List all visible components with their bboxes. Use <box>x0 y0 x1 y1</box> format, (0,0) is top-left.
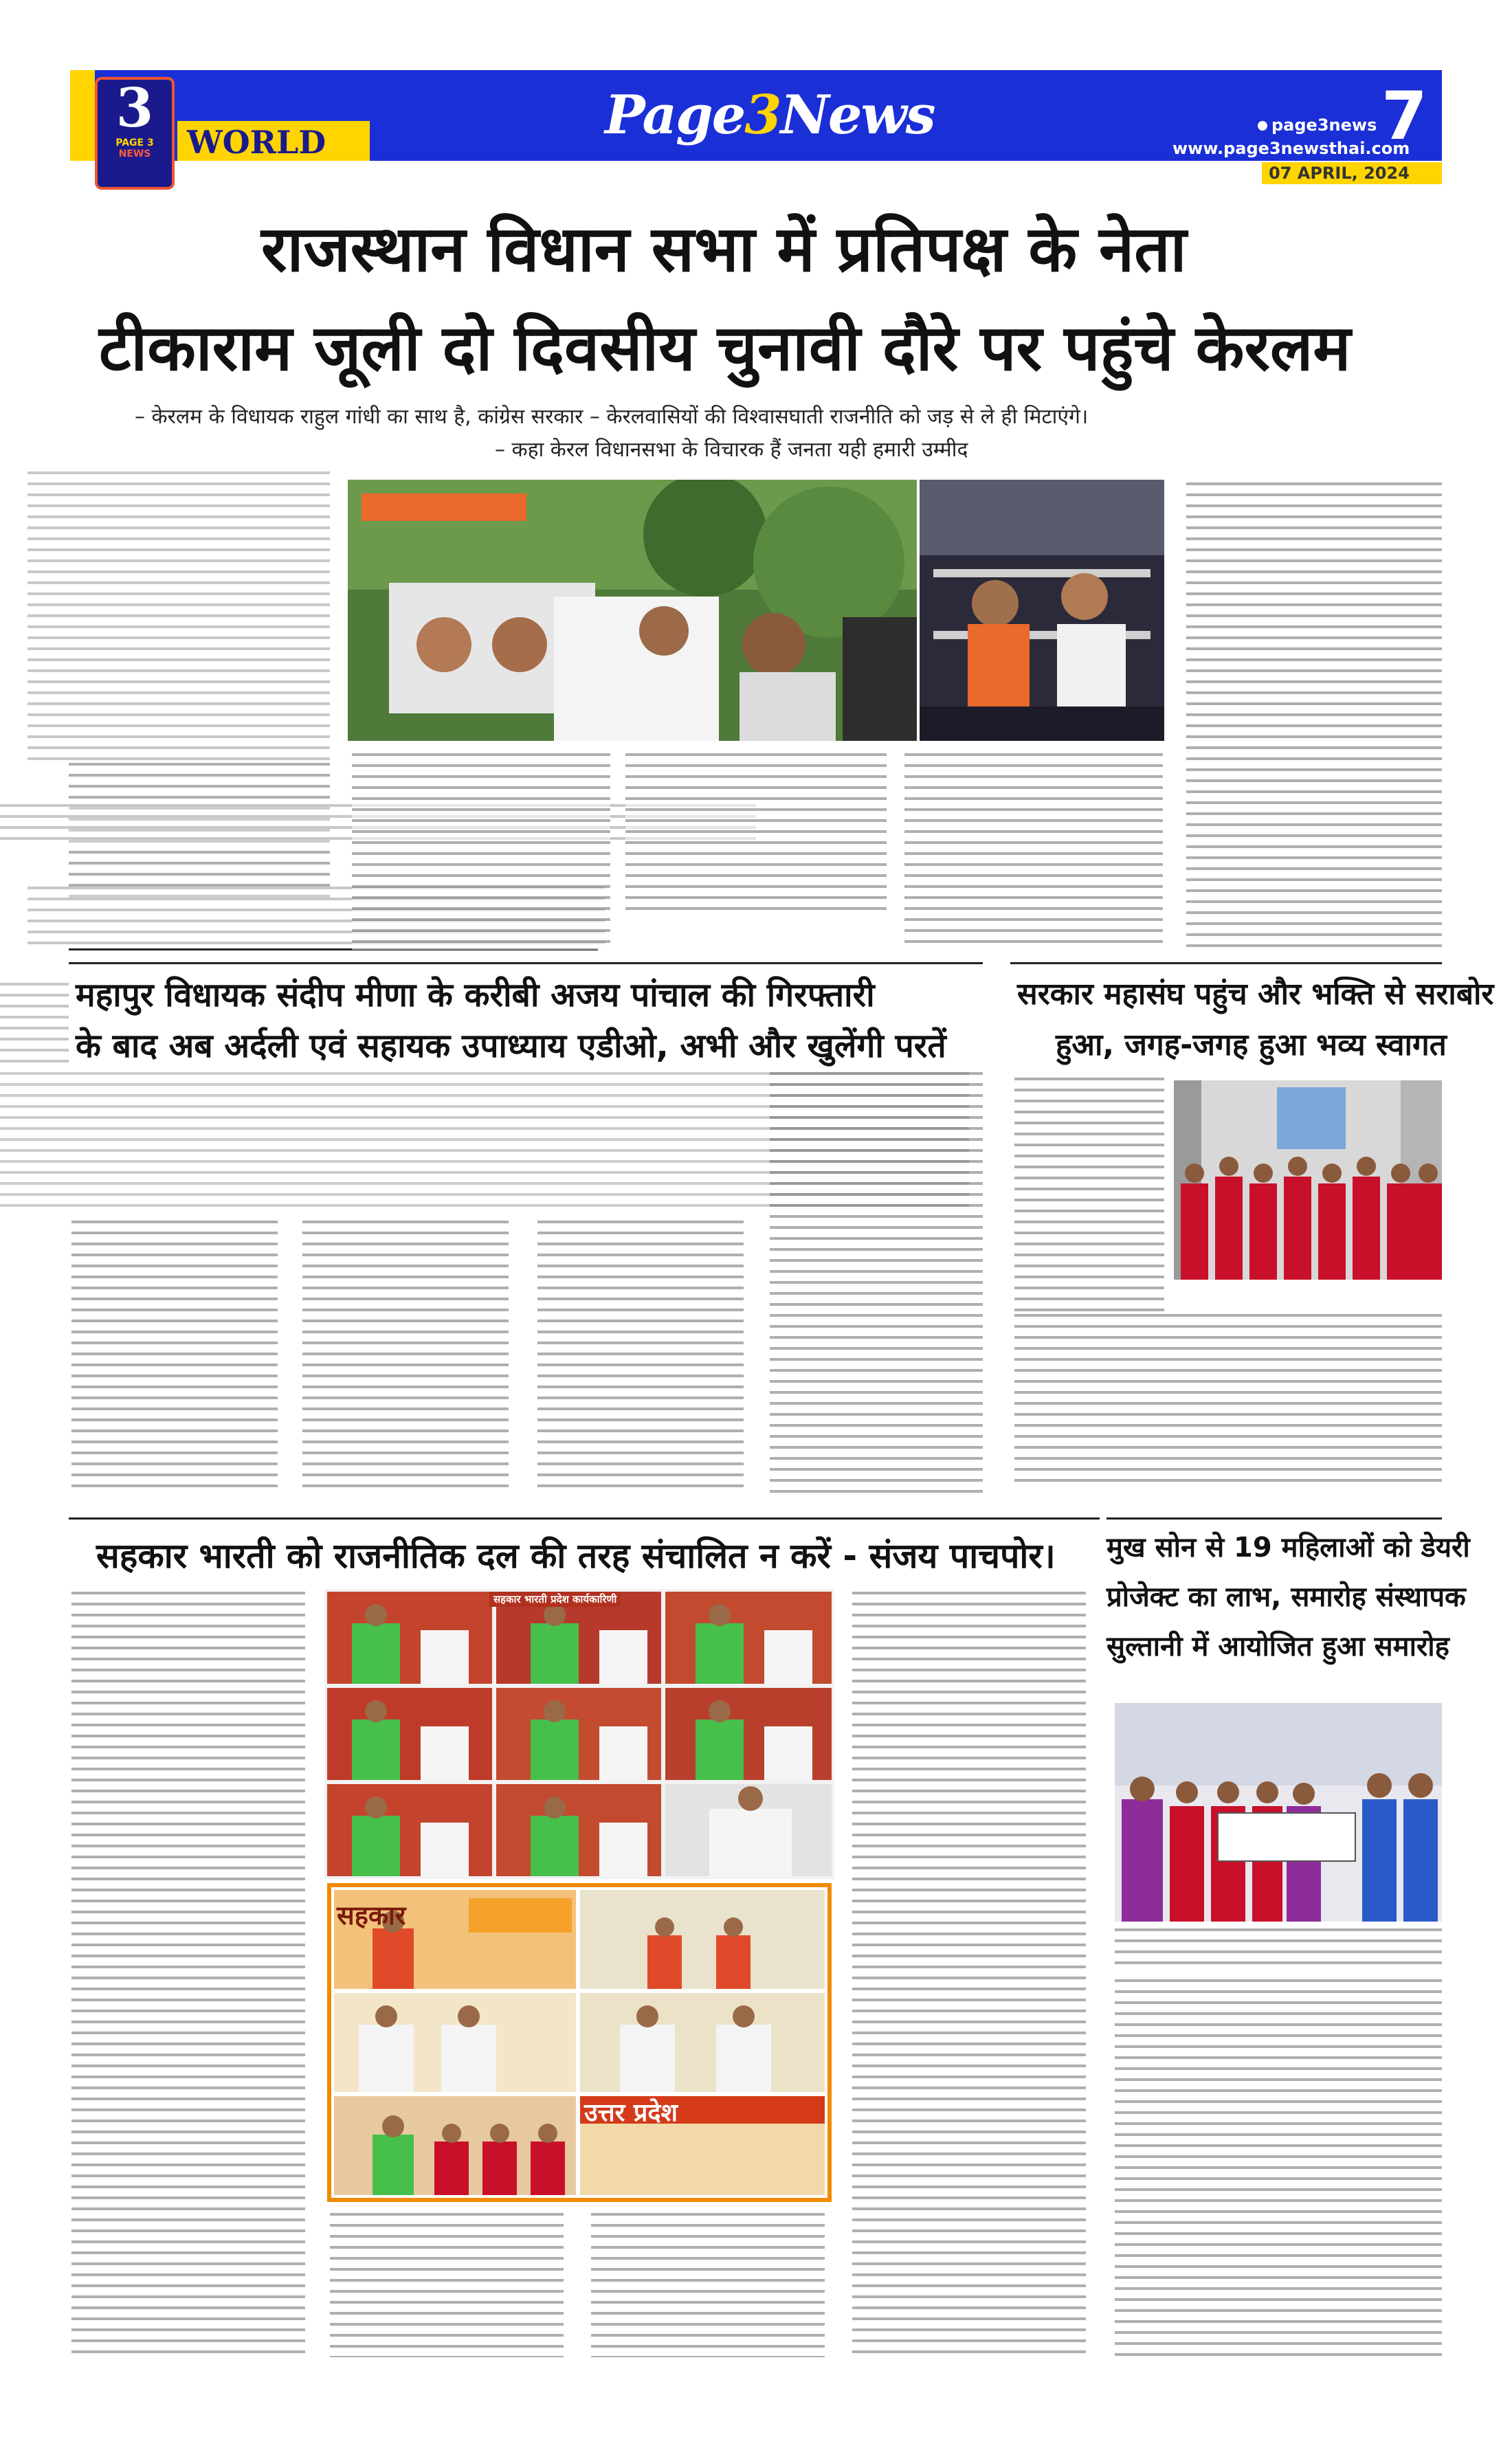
brand-prefix: Page <box>605 84 745 146</box>
side1-headline-line2: हुआ, जगह-जगह हुआ भव्य स्वागत <box>1056 1027 1447 1062</box>
third-text-col-1 <box>71 1592 305 2355</box>
brand-suffix: News <box>780 84 935 146</box>
side2-headline-line3: सुल्तानी में आयोजित हुआ समारोह <box>1107 1631 1449 1662</box>
website-link[interactable]: www.page3newsthai.com <box>1172 139 1410 158</box>
social-handle[interactable] <box>1258 115 1377 135</box>
page3-logo[interactable] <box>95 77 175 190</box>
logo-number: 3 <box>115 77 154 140</box>
second-headline-line1: महापुर विधायक संदीप मीणा के करीबी अजय पांचाल की गिरफ्तारी <box>76 976 875 1014</box>
second-ghost-text <box>0 983 69 1065</box>
lead-text-col-4 <box>1186 482 1442 950</box>
banner-uttar-pradesh: उत्तर प्रदेश <box>584 2099 678 2127</box>
third-text-col-2b <box>591 2213 825 2357</box>
lead-photo-stage <box>920 480 1164 741</box>
second-text-col-1 <box>71 1221 278 1495</box>
side2-caption <box>1115 1928 1442 1970</box>
lead-lede-line2: – कहा केरल विधानसभा के विचारक हैं जनता यही हमारी उम्मीद <box>495 438 968 462</box>
side2-top-rule <box>1107 1517 1442 1520</box>
lead-photo-crowd <box>348 480 917 741</box>
lead-headline-line2: टीकाराम जूली दो दिवसीय चुनावी दौरे पर पहुंचे केरलम <box>99 311 1351 385</box>
lead-text-col-1 <box>352 753 610 950</box>
brand-title[interactable] <box>605 81 935 150</box>
third-text-col-3 <box>852 1592 1086 2355</box>
third-photo-collage-top <box>324 1589 834 1879</box>
social-dot-icon <box>1258 121 1267 131</box>
second-text-col-2 <box>302 1221 509 1495</box>
side1-photo-women <box>1174 1080 1442 1280</box>
lead-left-column-text <box>27 471 330 760</box>
side2-text-col <box>1115 1979 1442 2357</box>
side1-text-col <box>1014 1078 1164 1311</box>
side1-text-bottom <box>1014 1314 1442 1489</box>
logo-sub: PAGE 3 <box>115 137 154 148</box>
side2-headline-line1: मुख सोन से 19 महिलाओं को डेयरी <box>1107 1532 1470 1564</box>
side1-top-rule <box>1010 962 1442 964</box>
banner-sahakar: सहकार <box>337 1900 406 1930</box>
section-label: WORLD <box>187 124 326 161</box>
second-text-col-4 <box>770 1072 983 1498</box>
lead-text-col-3 <box>904 753 1163 950</box>
issue-date: 07 APRIL, 2024 <box>1269 164 1410 183</box>
lead-lede-line1: – केरलम के विधायक राहुल गांधी का साथ है, कांग्रेस सरकार – केरलवासियों की विश्वासघाती राजनीति को जड़ से ले ही मिटाएंगे। <box>135 405 1089 429</box>
page-number: 7 <box>1381 78 1427 155</box>
logo-news: NEWS <box>118 148 151 159</box>
side2-headline-line2: प्रोजेक्ट का लाभ, समारोह संस्थापक <box>1107 1581 1466 1613</box>
side2-photo-cheque <box>1115 1703 1442 1922</box>
third-top-rule <box>69 1517 1100 1520</box>
second-top-rule <box>69 962 983 964</box>
side1-headline-line1: सरकार महासंघ पहुंच और भक्ति से सराबोर <box>1017 977 1494 1012</box>
lead-headline-line1: राजस्थान विधान सभा में प्रतिपक्ष के नेता <box>261 212 1187 286</box>
second-text-col-3 <box>537 1221 744 1495</box>
second-headline-line2: के बाद अब अर्दली एवं सहायक उपाध्याय एडीओ, अभी और खुलेंगी परतें <box>76 1027 946 1065</box>
third-text-col-2a <box>330 2213 564 2357</box>
collage-banner-label: सहकार भारती प्रदेश कार्यकारिणी <box>489 1592 621 1607</box>
social-handle-text: page3news <box>1271 115 1377 135</box>
lead-text-col-2 <box>625 753 887 918</box>
brand-number: 3 <box>744 84 781 146</box>
third-headline: सहकार भारती को राजनीतिक दल की तरह संचालित न करें - संजय पाचपोर। <box>96 1536 1056 1576</box>
